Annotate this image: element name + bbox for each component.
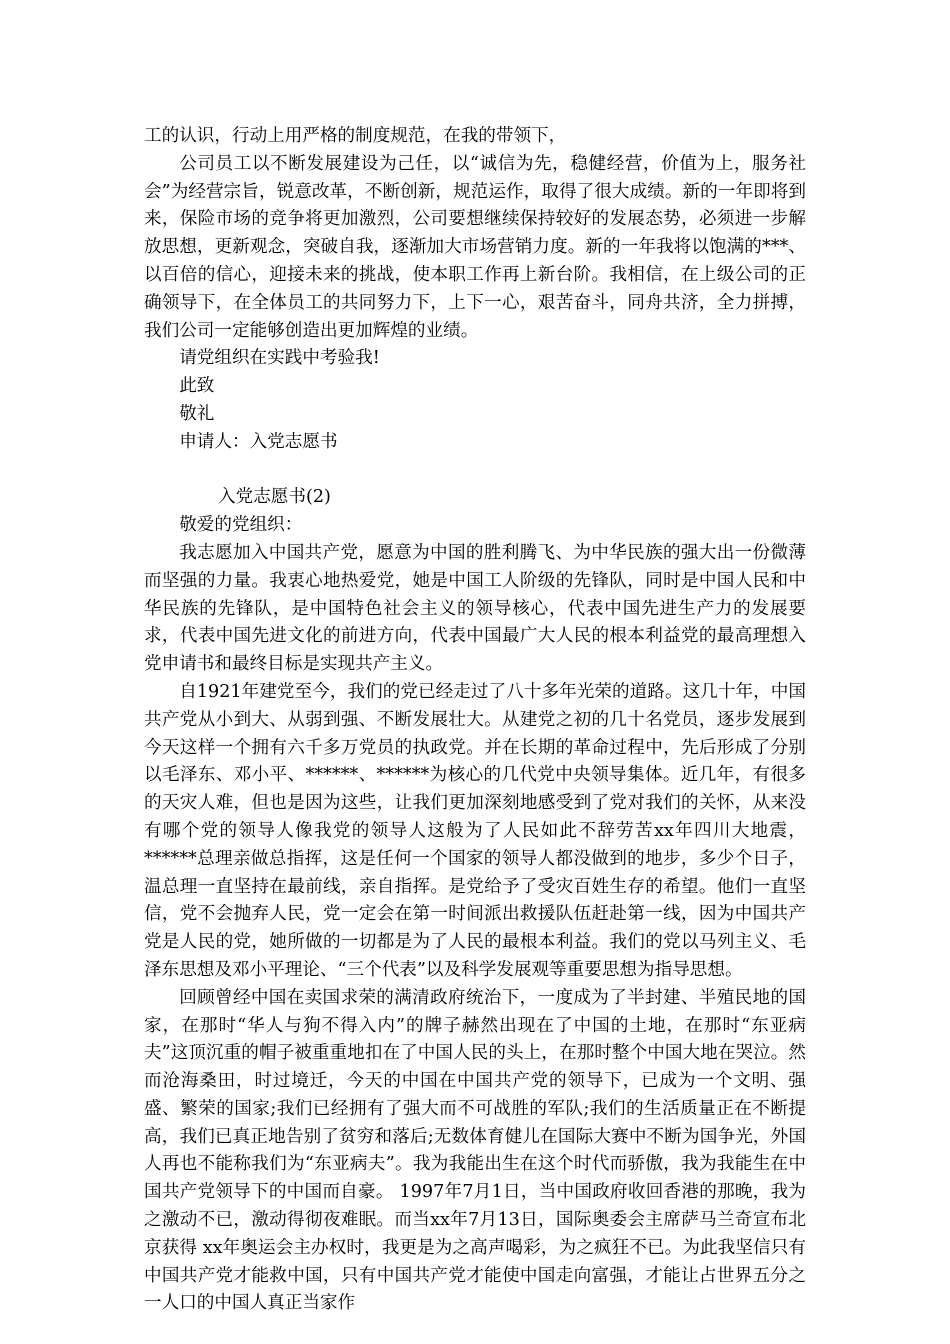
salutation: 敬爱的党组织： (179, 515, 303, 536)
paragraph-company-work: 公司员工以不断发展建设为己任，以“诚信为先，稳健经营，价值为上，服务社会”为经营宗旨，锐意改革，不断创新，规范运作，取得了很大成绩。新的一年即将到来，保险市场的竞争将更加激烈，公司要想继续保持较好的发展态势，必须进一步解放思想，更新观念，突破自我，逐渐加大市场营销力度。新的一年我将以饱满的***、以百倍的信心，迎接未来的挑战，使本职工作再上新台阶。我相信，在上级公司的正确领导下，在全体员工的共同努力下，上下一心，艰苦奋斗，同舟共济，全力拼搏，我们公司一定能够创造出更加辉煌的业绩。 (144, 153, 806, 341)
closing-salutation: 此致 (179, 376, 215, 397)
blank-line (144, 457, 806, 485)
document-body (144, 123, 806, 1318)
paragraph-request: 请党组织在实践中考验我! (179, 348, 380, 369)
paragraph-review: 回顾曾经中国在卖国求荣的满清政府统治下，一度成为了半封建、半殖民地的国家，在那时“华人与狗不得入内”的牌子赫然出现在了中国的土地，在那时“东亚病夫”这顶沉重的帽子被重重地扣在了中国人民的头上，在那时整个中国大地在哭泣。然而沧海桑田，时过境迁，今天的中国在中国共产党的领导下，已成为一个文明、强盛、繁荣的国家;我们已经拥有了强大而不可战胜的军队;我们的生活质量正在不断提高，我们已真正地告别了贫穷和落后;无数体育健儿在国际大赛中不断为国争光，外国人再也不能称我们为“东亚病夫”。我为我能出生在这个时代而骄傲，我为我能生在中国共产党领导下的中国而自豪。 1997年7月1日，当中国政府收回香港的那晚，我为之激动不已，激动得彻夜难眠。而当xx年7月13日，国际奥委会主席萨马兰奇宣布北京获得 xx年奥运会主办权时，我更是为之高声喝彩，为之疯狂不已。为此我坚信只有中国共产党才能救中国，只有中国共产党才能使中国走向富强，才能让占世界五分之一人口的中国人真正当家作 (144, 987, 806, 1314)
paragraph-aspiration: 我志愿加入中国共产党，愿意为中国的胜利腾飞、为中华民族的强大出一份微薄而坚强的力量。我衷心地热爱党，她是中国工人阶级的先锋队，同时是中国人民和中华民族的先锋队，是中国特色社会主义的领导核心，代表中国先进生产力的发展要求，代表中国先进文化的前进方向，代表中国最广大人民的根本利益党的最高理想入党申请书和最终目标是实现共产主义。 (144, 542, 806, 675)
closing-respect: 敬礼 (179, 403, 215, 424)
section-title: 入党志愿书(2) (218, 487, 331, 508)
applicant-signature: 申请人：入党志愿书 (179, 431, 338, 452)
paragraph-history: 自1921年建党至今，我们的党已经走过了八十多年光荣的道路。这几十年，中国共产党从小到大、从弱到强、不断发展壮大。从建党之初的几十名党员，逐步发展到今天这样一个拥有六千多万党员的执政党。并在长期的革命过程中，先后形成了分别以毛泽东、邓小平、******、******为核心的几代党中央领导集体。近几年，有很多的天灾人难，但也是因为这些，让我们更加深刻地感受到了党对我们的关怀，从来没有哪个党的领导人像我党的领导人这般为了人民如此不辞劳苦xx年四川大地震，******总理亲做总指挥，这是任何一个国家的领导人都没做到的地步，多少个日子，温总理一直坚持在最前线，亲自指挥。是党给予了受灾百姓生存的希望。他们一直坚信，党不会抛弃人民，党一定会在第一时间派出救援队伍赶赴第一线，因为中国共产党是人民的党，她所做的一切都是为了人民的最根本利益。我们的党以马列主义、毛泽东思想及邓小平理论、“三个代表”以及科学发展观等重要思想为指导思想。 (144, 681, 806, 980)
paragraph-continuation: 工的认识，行动上用严格的制度规范，在我的带领下， (144, 126, 567, 146)
